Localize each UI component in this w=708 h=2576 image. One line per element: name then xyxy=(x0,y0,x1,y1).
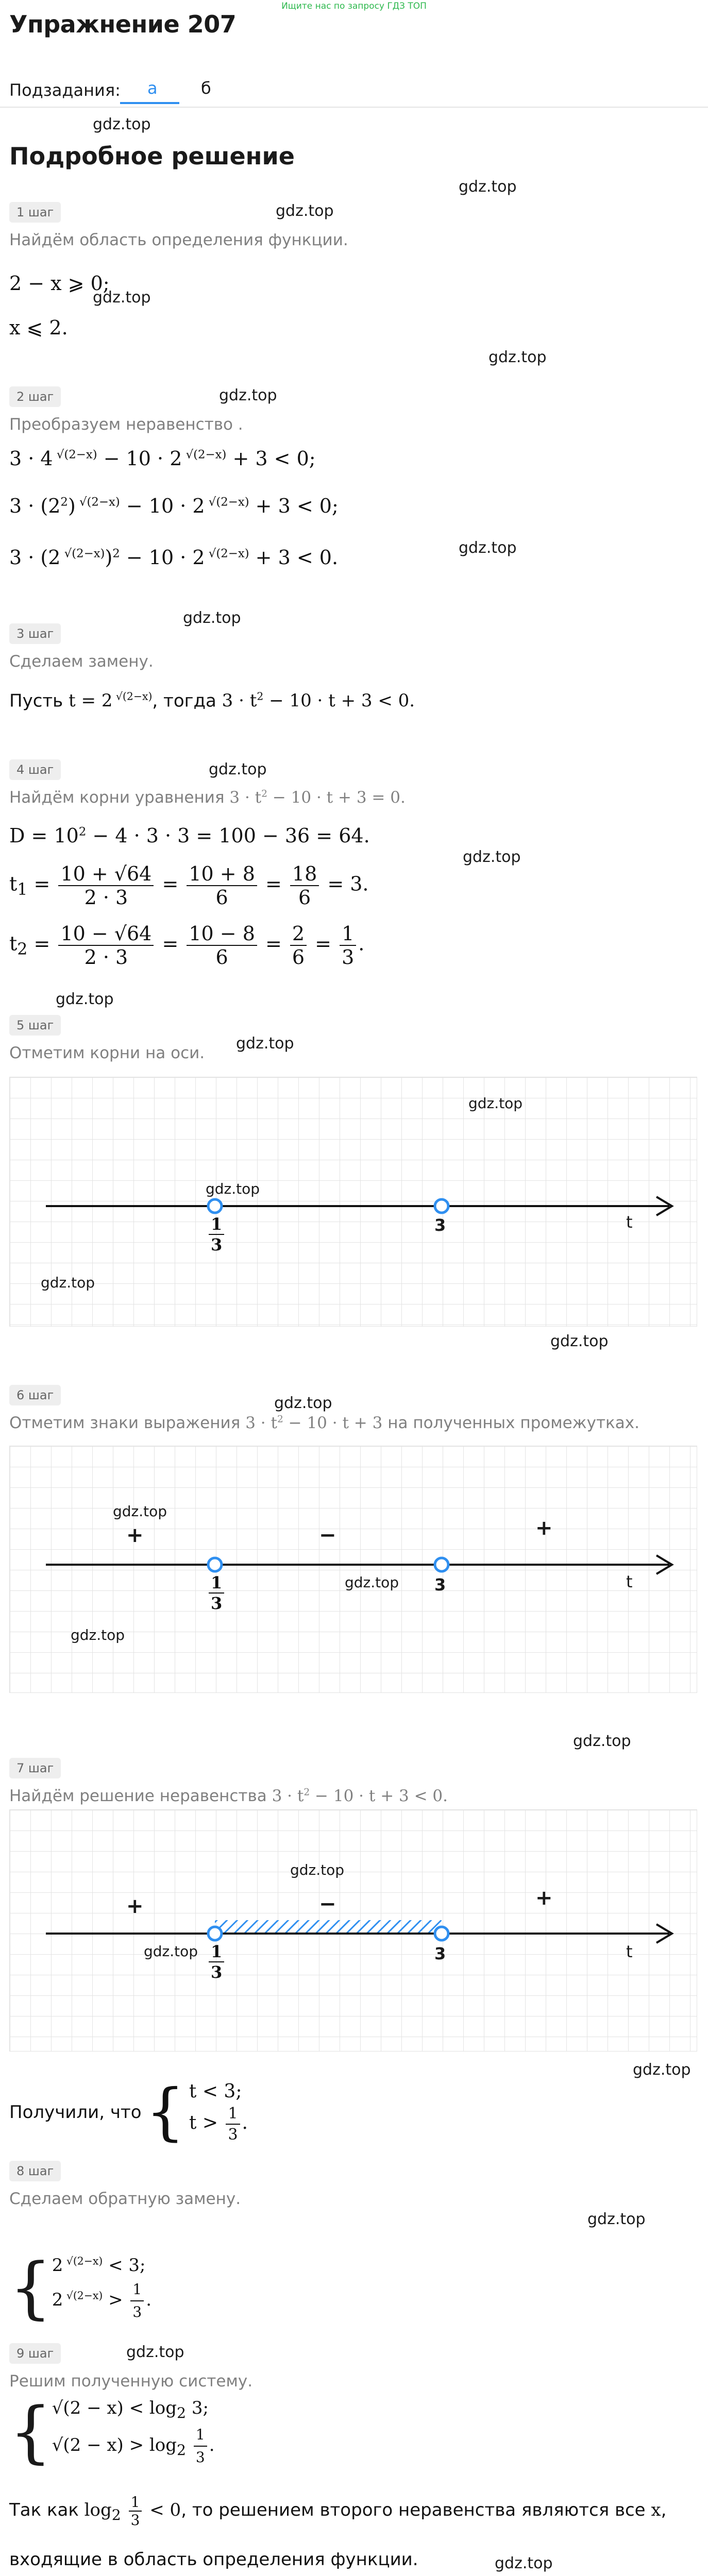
watermark: gdz.top xyxy=(573,1732,631,1750)
watermark: gdz.top xyxy=(183,609,241,627)
step-badge: 5 шаг xyxy=(9,1015,61,1036)
result-system: Получили, что { t < 3; t > $\frac{1}{3}$ . xyxy=(9,2076,248,2148)
watermark: gdz.top xyxy=(41,1274,95,1291)
watermark: gdz.top xyxy=(71,1626,125,1643)
subtasks-bar xyxy=(9,73,708,106)
subtasks-label: Подзадания: xyxy=(9,80,121,100)
root-point-3 xyxy=(435,1199,448,1213)
math-line: 3 · 4 $^{√(2-x)}$ − 10 · 2 $^{√(2-x)}$ + 3 < 0; xyxy=(9,447,316,470)
step-description: Найдём корни уравнения $3 \cdot t^2 - 10 \cdot t + 3 = 0$. xyxy=(9,788,406,807)
step-6 xyxy=(9,1385,700,1432)
substitution-text-2: , тогда xyxy=(152,690,216,711)
solution-interval-hatch xyxy=(215,1920,442,1933)
step-description: Отметим корни на оси. xyxy=(9,1044,205,1062)
root-point-1-3 xyxy=(208,1927,222,1940)
step-badge: 4 шаг xyxy=(9,759,61,780)
watermark: gdz.top xyxy=(459,539,517,557)
step-8 xyxy=(9,2161,700,2208)
top-banner: Ищите нас по запросу ГДЗ ТОП xyxy=(281,1,427,11)
step-badge: 7 шаг xyxy=(9,1758,61,1778)
math-line: 3 · (2 $^{√(2-x)}$)$^2$ − 10 · 2 $^{√(2-x)}$ + 3 < 0. xyxy=(9,546,339,569)
root-point-1-3 xyxy=(208,1199,222,1213)
watermark: gdz.top xyxy=(633,2061,691,2079)
axis-variable: t xyxy=(626,1572,633,1591)
math-line: $t_1$ = $\frac{10 + √64}{2 \cdot 3}$ = $\frac{10 + 8}{6}$ = $\frac{18}{6}$ = 3. xyxy=(9,862,369,909)
watermark: gdz.top xyxy=(56,990,114,1008)
axis-label-1-3: $\frac{1}{3}$ xyxy=(207,1214,226,1255)
root-point-3 xyxy=(435,1927,448,1940)
math-line: $3 \cdot (2^2) ^{√(2-x)} - 10 \cdot 2$ $^{√(2-x)}$ + 3 < 0; xyxy=(9,495,339,517)
step-9 xyxy=(9,2343,700,2391)
step-3 xyxy=(9,623,700,671)
section-title: Подробное решение xyxy=(9,142,295,170)
tab-subtask-a[interactable]: а xyxy=(147,78,158,98)
page-title: Упражнение 207 xyxy=(9,10,237,38)
axis-svg xyxy=(10,1077,698,1327)
watermark: gdz.top xyxy=(93,115,151,133)
sign-plus-right: + xyxy=(535,1886,553,1910)
axis-variable: t xyxy=(626,1942,633,1961)
step-badge: 3 шаг xyxy=(9,623,61,644)
watermark: gdz.top xyxy=(463,848,521,866)
math-line: $D = 10^2 - 4 \cdot 3 \cdot 3 = 100 - 36 = 64$. xyxy=(9,824,370,847)
step-4 xyxy=(9,759,700,807)
step-description: Решим полученную систему. xyxy=(9,2372,253,2391)
math-line: $t_2$ = $\frac{10 - √64}{2 \cdot 3}$ = $\frac{10 - 8}{6}$ = $\frac{2}{6}$ = $\frac{1}{3}$ . xyxy=(9,922,365,969)
sign-minus-middle: − xyxy=(319,1523,336,1547)
watermark: gdz.top xyxy=(206,1180,260,1197)
since-line: Так как $\log_2$ $\frac{1}{3}$ < 0, то решением второго неравенства являются все x, xyxy=(9,2494,667,2529)
watermark: gdz.top xyxy=(468,1095,523,1112)
step-description: Преобразуем неравенство . xyxy=(9,415,243,434)
sign-plus-right: + xyxy=(535,1516,553,1540)
root-point-3 xyxy=(435,1558,448,1571)
axis-svg xyxy=(10,1446,698,1693)
step-description: Найдём область определения функции. xyxy=(9,231,348,249)
step-description: Сделаем замену. xyxy=(9,652,154,671)
sign-minus-middle: − xyxy=(319,1892,336,1916)
watermark: gdz.top xyxy=(495,2554,553,2572)
step-description: Сделаем обратную замену. xyxy=(9,2190,241,2208)
watermark: gdz.top xyxy=(488,348,547,366)
axis-variable: t xyxy=(626,1212,633,1232)
step-7 xyxy=(9,1758,700,1805)
watermark: gdz.top xyxy=(550,1332,609,1350)
got-text: Получили, что xyxy=(9,2102,142,2123)
axis-label-3: 3 xyxy=(434,1215,446,1235)
watermark: gdz.top xyxy=(459,178,517,196)
step-badge: 9 шаг xyxy=(9,2343,61,2364)
sign-plus-left: + xyxy=(126,1894,144,1918)
watermark: gdz.top xyxy=(345,1574,399,1591)
watermark: gdz.top xyxy=(219,386,277,404)
axis-label-1-3: $\frac{1}{3}$ xyxy=(207,1942,226,1982)
watermark: gdz.top xyxy=(144,1943,198,1960)
watermark: gdz.top xyxy=(290,1861,345,1878)
step-badge: 8 шаг xyxy=(9,2161,61,2181)
sign-plus-left: + xyxy=(126,1523,144,1547)
step-description: Отметим знаки выражения $3 \cdot t^2 - 10 \cdot t + 3$ на полученных промежутках. xyxy=(9,1414,639,1432)
step-5 xyxy=(9,1015,700,1062)
step-badge: 6 шаг xyxy=(9,1385,61,1405)
watermark: gdz.top xyxy=(93,289,151,307)
step-2 xyxy=(9,386,700,434)
substitution-line: Пусть t = 2 $^{√(2-x)}$, тогда $3 \cdot t^2 - 10 \cdot t + 3 < 0$. xyxy=(9,690,415,711)
number-axis-3 xyxy=(9,1809,697,2052)
watermark: gdz.top xyxy=(236,1035,294,1053)
step-badge: 1 шаг xyxy=(9,202,61,223)
math-line: 2 − x ⩾ 0; xyxy=(9,272,110,295)
active-tab-indicator xyxy=(120,102,179,104)
watermark: gdz.top xyxy=(587,2210,646,2228)
axis-label-3: 3 xyxy=(434,1944,446,1963)
number-axis-2 xyxy=(9,1446,697,1693)
axis-label-3: 3 xyxy=(434,1575,446,1595)
watermark: gdz.top xyxy=(274,1394,332,1412)
math-line: x ⩽ 2. xyxy=(9,316,68,339)
substitution-text: Пусть xyxy=(9,690,63,711)
step-description: Найдём решение неравенства $3 \cdot t^2 - 10 \cdot t + 3 < 0$. xyxy=(9,1787,448,1805)
root-point-1-3 xyxy=(208,1558,222,1571)
divider xyxy=(0,107,708,108)
reverse-substitution-system: { 2 $^{√(2-x)}$ < 3; 2 $^{√(2-x)}$ > $\frac{1}{3}$ . xyxy=(9,2248,152,2327)
watermark: gdz.top xyxy=(276,202,334,220)
watermark: gdz.top xyxy=(126,2343,184,2361)
axis-label-1-3: $\frac{1}{3}$ xyxy=(207,1573,226,1613)
step-badge: 2 шаг xyxy=(9,386,61,407)
axis-svg xyxy=(10,1810,698,2052)
watermark: gdz.top xyxy=(209,760,267,778)
step-1 xyxy=(9,202,700,249)
domain-line: входящие в область определения функции. xyxy=(9,2549,418,2570)
number-axis-1 xyxy=(9,1077,697,1327)
tab-subtask-b[interactable]: б xyxy=(201,78,211,98)
watermark: gdz.top xyxy=(113,1503,167,1520)
log-system: { $√(2 - x) < \log_2 3$; $√(2 - x) > \log_2$ $\frac{1}{3}$ . xyxy=(9,2393,215,2471)
